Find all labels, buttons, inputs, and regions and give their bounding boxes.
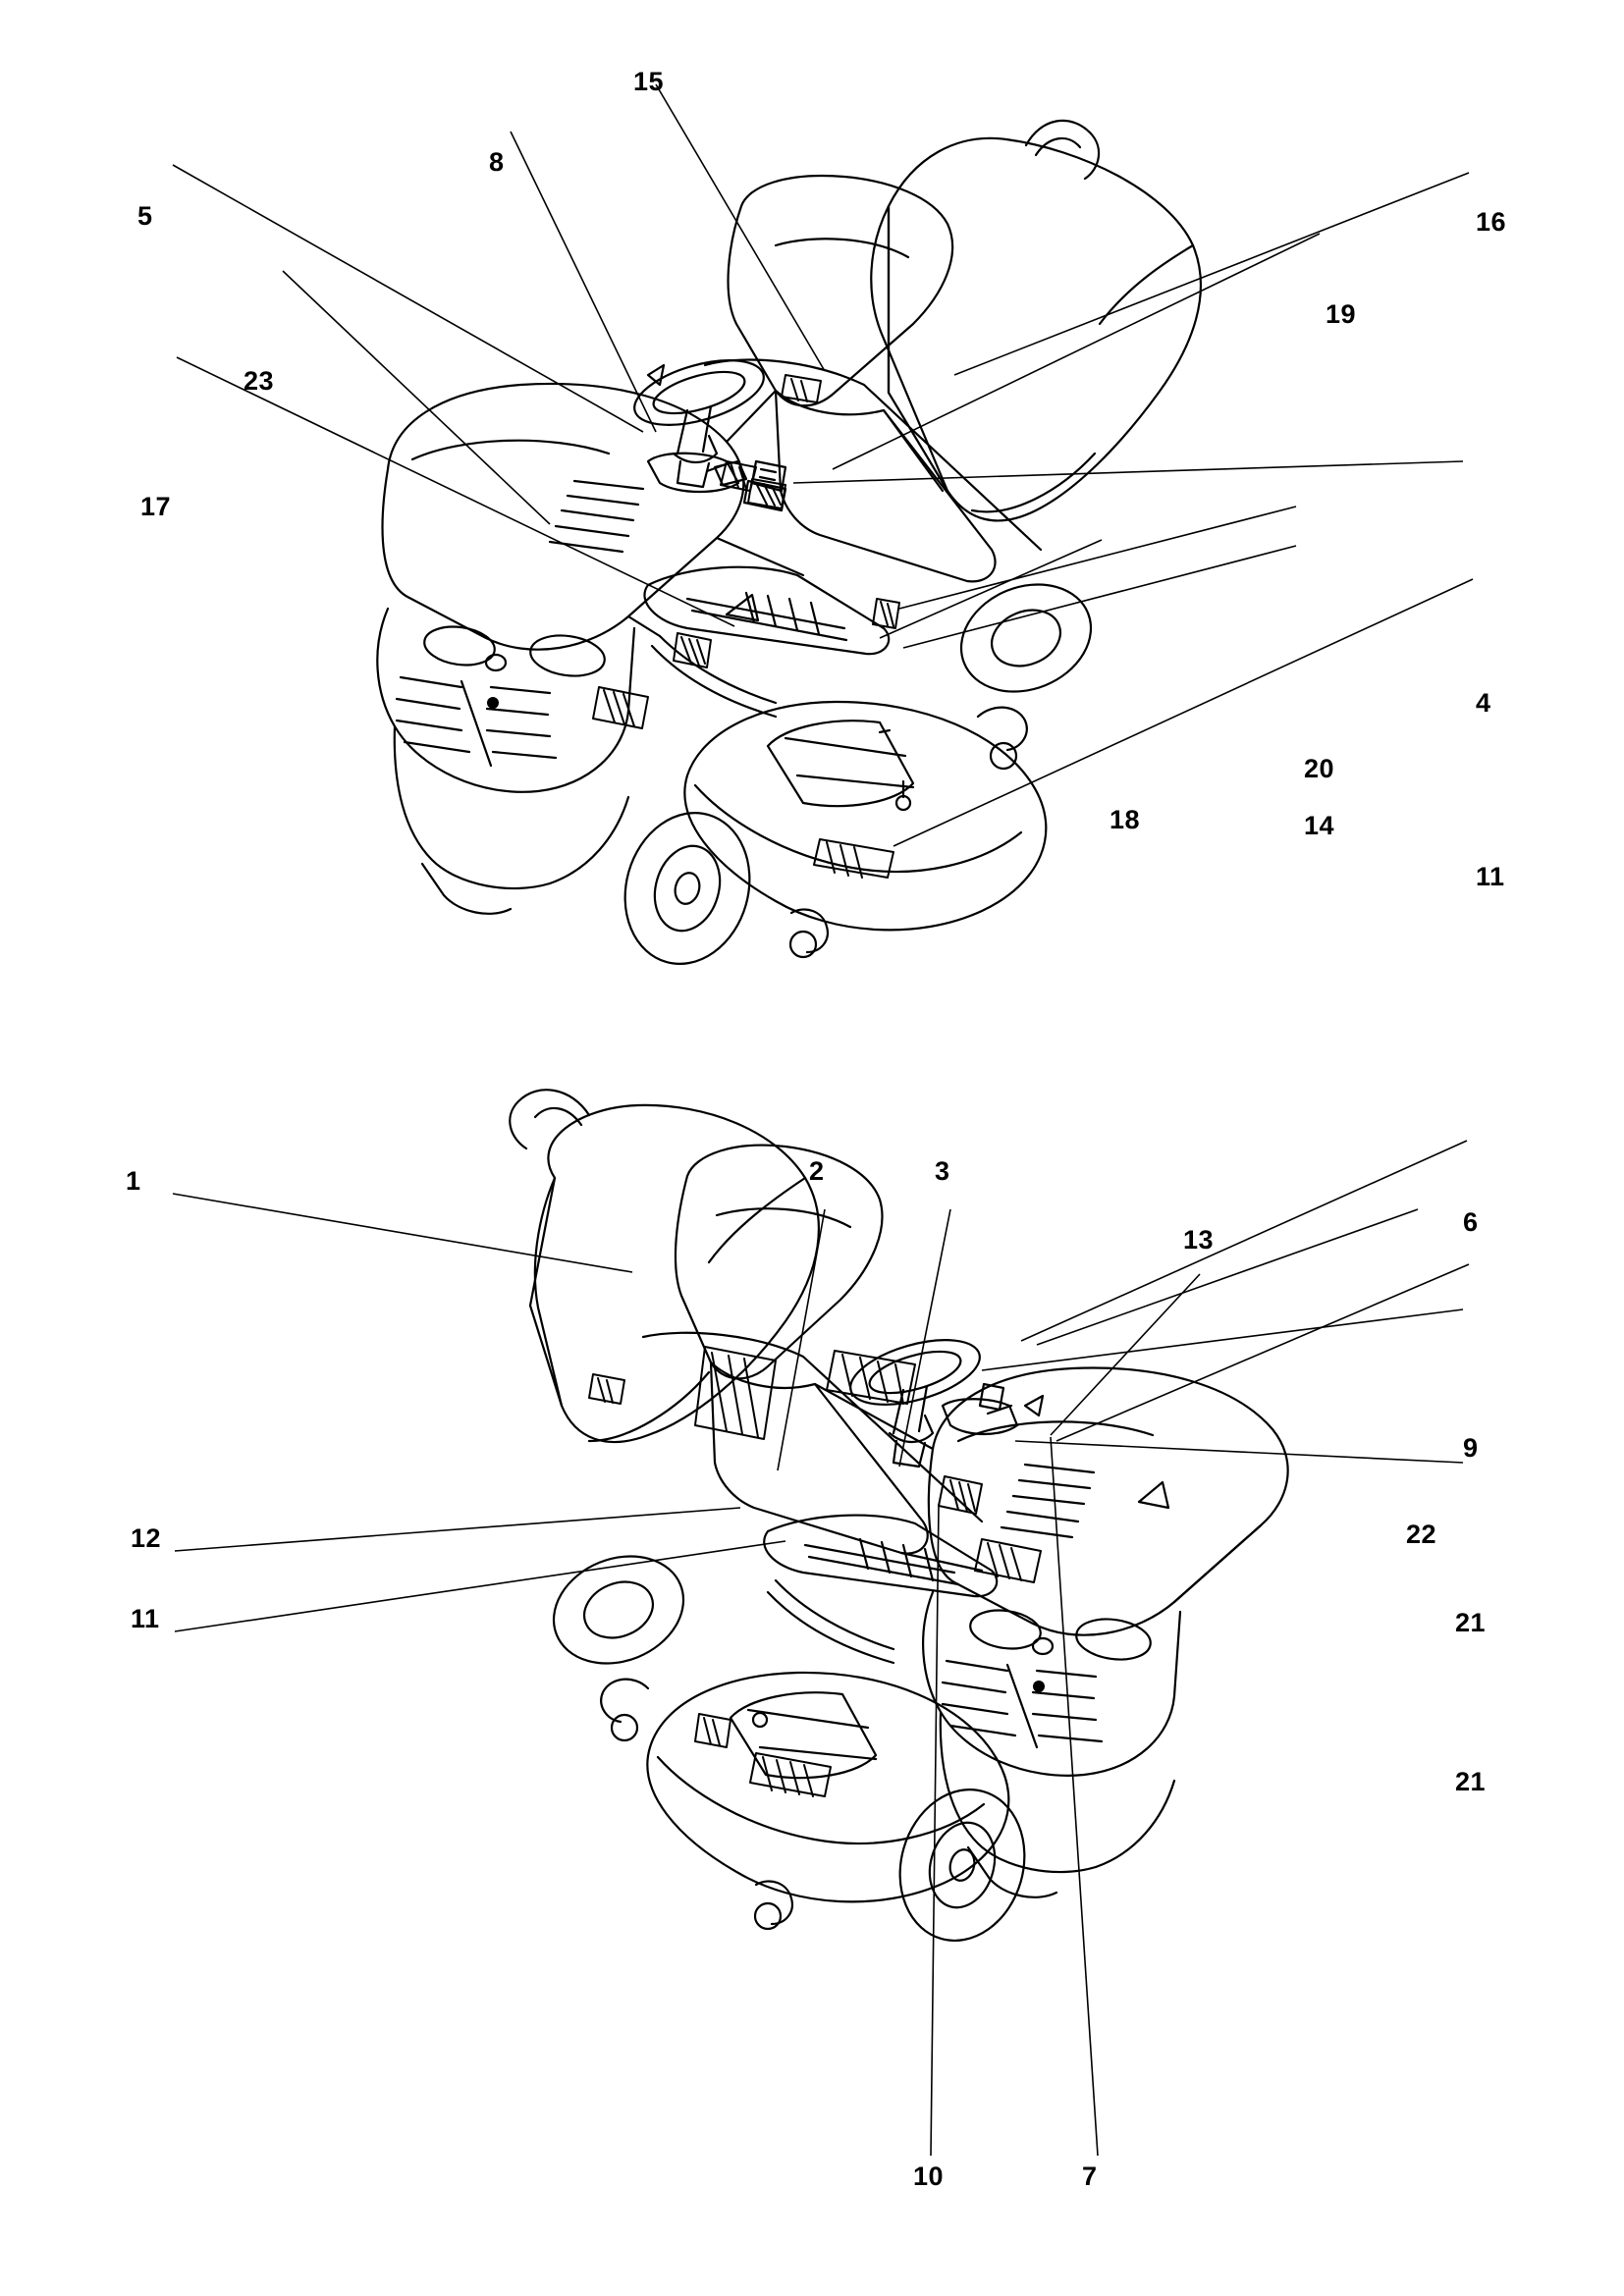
leader-lines-lower [173,1141,1469,2156]
callout-17: 17 [140,492,172,521]
callout-16: 16 [1476,207,1507,237]
callout-2: 2 [809,1156,825,1186]
callout-10: 10 [913,2162,945,2191]
callout-11-upper: 11 [1476,862,1505,891]
figure-lower-view [0,1060,1624,2296]
mower-drawing-lower [0,1060,1624,2296]
mower-drawing-upper [0,0,1624,1060]
callout-8: 8 [489,147,505,177]
callout-15: 15 [633,67,665,96]
figure-upper-view [0,0,1624,1060]
callout-3: 3 [935,1156,950,1186]
callout-21-a: 21 [1455,1608,1487,1637]
leader-lines-upper [173,84,1473,846]
callout-21-b: 21 [1455,1767,1487,1796]
callout-23: 23 [244,366,275,396]
callout-11-lower: 11 [131,1604,160,1633]
callout-14: 14 [1304,811,1335,840]
callout-7: 7 [1082,2162,1098,2191]
callout-18: 18 [1110,805,1141,834]
callout-1: 1 [126,1166,141,1196]
callout-13: 13 [1183,1225,1215,1255]
callout-12: 12 [131,1523,162,1553]
callout-5: 5 [137,201,153,231]
callout-9: 9 [1463,1433,1479,1463]
callout-22: 22 [1406,1520,1437,1549]
callout-20: 20 [1304,754,1335,783]
callout-6: 6 [1463,1207,1479,1237]
callout-19: 19 [1326,299,1357,329]
callout-4: 4 [1476,688,1491,718]
